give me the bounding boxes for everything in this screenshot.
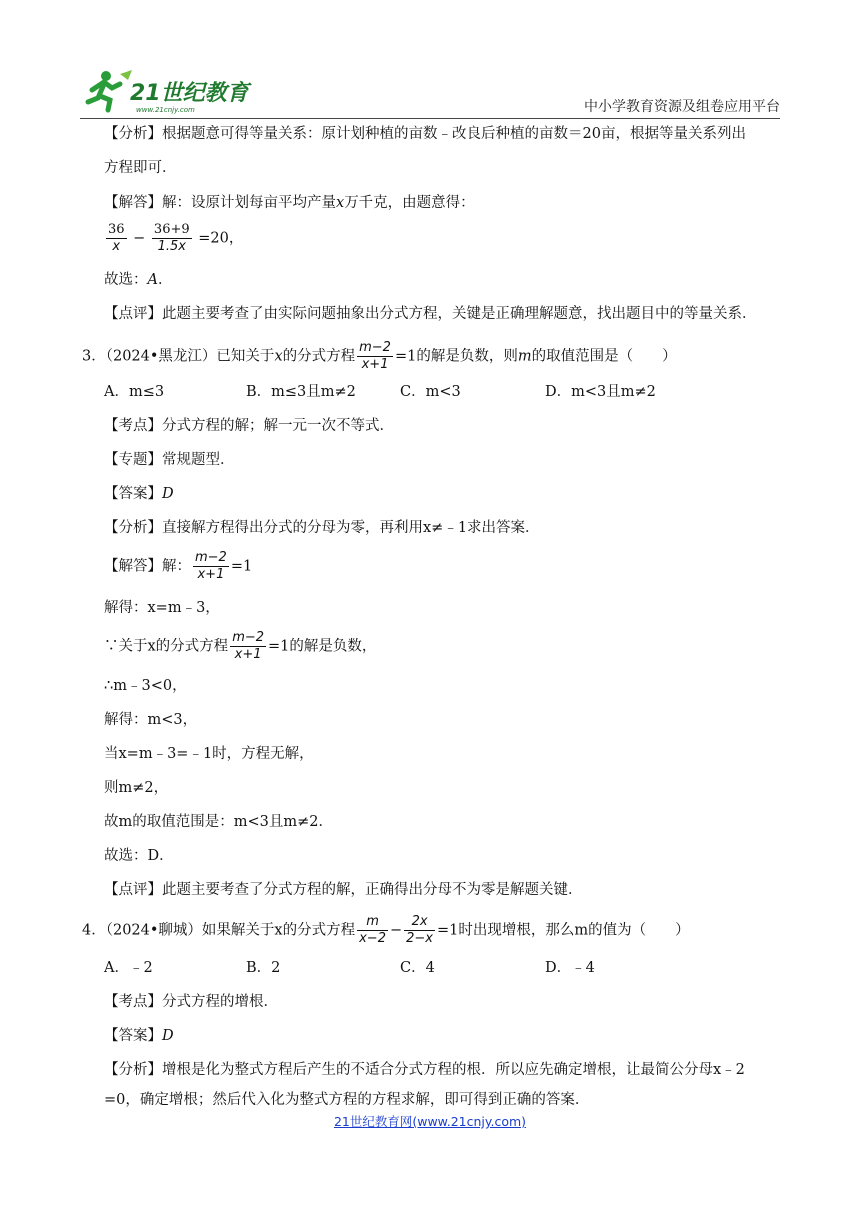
q2-analysis-line1: 【分析】根据题意可得等量关系：原计划种植的亩数﹣改良后种植的亩数＝20亩，根据等量关系列出: [104, 126, 746, 142]
q3-kaodian: 【考点】分式方程的解；解一元一次不等式．: [104, 418, 394, 434]
fraction: $\frac{m-2}{x+1}$: [232, 630, 265, 662]
fraction: $\frac{2x}{2-x}$: [406, 914, 433, 946]
page-header: [80, 68, 780, 116]
q3-comment: 【点评】此题主要考查了分式方程的解，正确得出分母不为零是解题关键．: [104, 882, 583, 898]
q3-stem: 3．（2024•黑龙江）已知关于x的分式方程 $\frac{m-2}{x+1}$ =1的解是负数，则m的取值范围是（ ）: [82, 340, 677, 372]
fraction: $\frac{m-2}{x+1}$: [195, 550, 227, 582]
q3-option-b[interactable]: B．m≤3且m≠2: [246, 384, 356, 400]
q4-analysis-line2: =0，确定增根；然后代入化为整式方程的方程求解，即可得到正确的答案．: [104, 1092, 590, 1108]
runner-logo-icon: [80, 68, 260, 116]
q4-option-d[interactable]: D．﹣4: [545, 960, 595, 976]
q3-answer: 【答案】D: [104, 486, 174, 502]
footer-link[interactable]: 21世纪教育网(www.21cnjy.com): [333, 1114, 527, 1129]
fraction: $\frac{36}{x}$: [108, 222, 125, 254]
q4-kaodian: 【考点】分式方程的增根．: [104, 994, 278, 1010]
svg-text:21世纪教育: 21世纪教育: [130, 81, 249, 106]
q3-step6: 则m≠2，: [104, 780, 169, 796]
q2-solution-line: 【解答】解：设原计划每亩平均产量x万千克，由题意得：: [104, 195, 475, 211]
q4-option-c[interactable]: C．4: [400, 960, 435, 976]
q2-comment: 【点评】此题主要考查了由实际问题抽象出分式方程，关键是正确理解题意，找出题目中的等量关系．: [104, 306, 757, 322]
q3-option-d[interactable]: D．m<3且m≠2: [545, 384, 656, 400]
svg-text:www.21cnjy.com: www.21cnjy.com: [136, 106, 195, 114]
q3-zhuanti: 【专题】常规题型．: [104, 452, 235, 468]
q3-step5: 当x=m﹣3=﹣1时，方程无解，: [104, 746, 314, 762]
q2-choose: 故选：A．: [104, 272, 173, 288]
q3-option-c[interactable]: C．m<3: [400, 384, 461, 400]
q4-option-a[interactable]: A．﹣2: [104, 960, 153, 976]
q4-option-b[interactable]: B．2: [246, 960, 281, 976]
q3-step7: 故m的取值范围是：m<3且m≠2．: [104, 814, 333, 830]
fraction: $\frac{m-2}{x+1}$: [359, 340, 391, 372]
platform-title: 中小学教育资源及组卷应用平台: [584, 99, 780, 115]
q2-equation: $\frac{36}{x}$ − $\frac{36+9}{1.5x}$ =20，: [108, 222, 244, 254]
q3-step3: ∴m﹣3<0，: [104, 678, 187, 694]
q4-answer: 【答案】D: [104, 1028, 174, 1044]
q3-solution: 【解答】解： $\frac{m-2}{x+1}$ =1: [104, 550, 253, 582]
q3-analysis: 【分析】直接解方程得出分式的分母为零，再利用x≠﹣1求出答案．: [104, 520, 540, 536]
q3-choose: 故选：D．: [104, 848, 174, 864]
site-logo[interactable]: [80, 68, 260, 116]
header-divider: [80, 118, 780, 119]
q3-step2: ∵关于x的分式方程 $\frac{m-2}{x+1}$ =1的解是负数，: [104, 630, 377, 662]
fraction: $\frac{36+9}{1.5x}$: [153, 222, 190, 254]
q3-option-a[interactable]: A．m≤3: [104, 384, 165, 400]
q4-analysis-line1: 【分析】增根是化为整式方程后产生的不适合分式方程的根．所以应先确定增根，让最简公分母x﹣2: [104, 1062, 745, 1078]
q2-analysis-line2: 方程即可．: [104, 160, 177, 176]
q3-step1: 解得：x=m﹣3，: [104, 600, 220, 616]
q4-stem: 4．（2024•聊城）如果解关于x的分式方程 $\frac{m}{x-2}$ − $\frac{2x}{2-x}$ =1时出现增根，那么m的值为（ ）: [82, 914, 690, 946]
fraction: $\frac{m}{x-2}$: [359, 914, 386, 946]
q3-step4: 解得：m<3，: [104, 712, 198, 728]
